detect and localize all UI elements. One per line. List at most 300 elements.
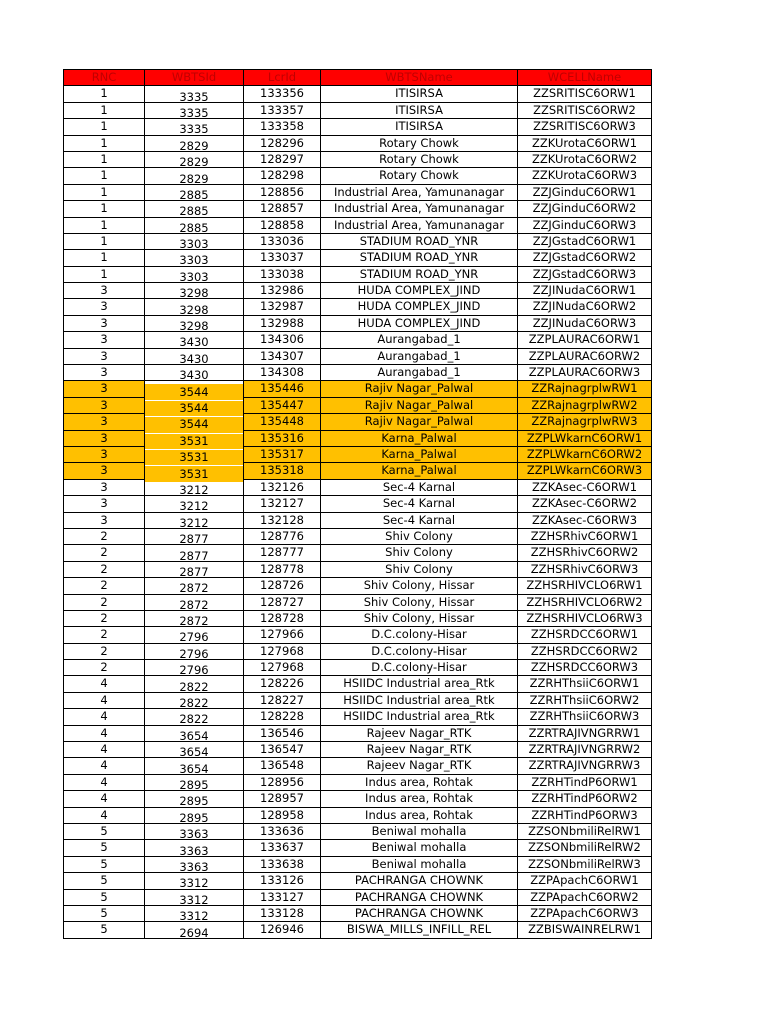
cell-lcrid[interactable]: 128858	[244, 217, 321, 233]
cell-wcellname[interactable]: ZZRajnagrplwRW1	[518, 381, 652, 397]
cell-lcrid[interactable]: 135446	[244, 381, 321, 397]
cell-wbtsname[interactable]: Rajiv Nagar_Palwal	[321, 397, 518, 413]
cell-wbtsname[interactable]: Indus area, Rohtak	[321, 807, 518, 823]
cell-rnc[interactable]: 5	[64, 922, 145, 938]
cell-wcellname[interactable]: ZZHSRHIVCLO6RW3	[518, 610, 652, 626]
cell-wbtsname[interactable]: ITISIRSA	[321, 102, 518, 118]
cell-wbtsname[interactable]: Sec-4 Karnal	[321, 512, 518, 528]
cell-wbtsname[interactable]: Rotary Chowk	[321, 135, 518, 151]
cell-wbtsid[interactable]: 2895	[145, 794, 244, 810]
cell-wbtsname[interactable]: ITISIRSA	[321, 119, 518, 135]
cell-wbtsname[interactable]: D.C.colony-Hisar	[321, 660, 518, 676]
cell-rnc[interactable]: 2	[64, 610, 145, 626]
cell-lcrid[interactable]: 133036	[244, 233, 321, 249]
cell-lcrid[interactable]: 134307	[244, 348, 321, 364]
cell-lcrid[interactable]: 135447	[244, 397, 321, 413]
cell-lcrid[interactable]: 127966	[244, 627, 321, 643]
cell-wbtsid[interactable]: 3363	[145, 826, 244, 842]
cell-rnc[interactable]: 5	[64, 873, 145, 889]
cell-wbtsid[interactable]: 2872	[145, 613, 244, 629]
cell-lcrid[interactable]: 127968	[244, 660, 321, 676]
cell-rnc[interactable]: 5	[64, 889, 145, 905]
cell-rnc[interactable]: 3	[64, 463, 145, 479]
cell-lcrid[interactable]: 128728	[244, 610, 321, 626]
cell-rnc[interactable]: 3	[64, 315, 145, 331]
table-row[interactable]	[64, 283, 652, 299]
cell-rnc[interactable]: 3	[64, 496, 145, 512]
table-row[interactable]	[64, 840, 652, 856]
cell-wcellname[interactable]: ZZJGstadC6ORW3	[518, 266, 652, 282]
cell-rnc[interactable]: 1	[64, 184, 145, 200]
cell-rnc[interactable]: 3	[64, 397, 145, 413]
table-row[interactable]	[64, 823, 652, 839]
cell-wbtsid[interactable]: 2796	[145, 663, 244, 679]
cell-wbtsid[interactable]: 3544	[145, 400, 244, 416]
cell-lcrid[interactable]: 135317	[244, 446, 321, 462]
cell-wcellname[interactable]: ZZRTRAJIVNGRRW1	[518, 725, 652, 741]
cell-wbtsid[interactable]: 3363	[145, 843, 244, 859]
cell-wbtsid[interactable]: 3312	[145, 876, 244, 892]
cell-rnc[interactable]: 4	[64, 774, 145, 790]
header-wbtsname[interactable]: WBTSName	[321, 70, 518, 86]
cell-wcellname[interactable]: ZZRHThsiiC6ORW2	[518, 692, 652, 708]
cell-wbtsname[interactable]: Sec-4 Karnal	[321, 496, 518, 512]
cell-wbtsid[interactable]: 3312	[145, 892, 244, 908]
cell-rnc[interactable]: 4	[64, 725, 145, 741]
cell-wcellname[interactable]: ZZKUrotaC6ORW3	[518, 168, 652, 184]
cell-wbtsname[interactable]: PACHRANGA CHOWNK	[321, 889, 518, 905]
cell-wcellname[interactable]: ZZHSRHIVCLO6RW2	[518, 594, 652, 610]
table-row[interactable]	[64, 315, 652, 331]
table-row[interactable]	[64, 856, 652, 872]
table-row[interactable]	[64, 135, 652, 151]
cell-wcellname[interactable]: ZZSRITISC6ORW3	[518, 119, 652, 135]
table-row[interactable]	[64, 184, 652, 200]
cell-rnc[interactable]: 3	[64, 430, 145, 446]
cell-wbtsname[interactable]: Industrial Area, Yamunanagar	[321, 201, 518, 217]
cell-rnc[interactable]: 3	[64, 446, 145, 462]
table-row[interactable]	[64, 479, 652, 495]
cell-rnc[interactable]: 2	[64, 594, 145, 610]
cell-wcellname[interactable]: ZZPLWkarnC6ORW2	[518, 446, 652, 462]
cell-wbtsname[interactable]: HUDA COMPLEX_JIND	[321, 299, 518, 315]
table-row[interactable]	[64, 545, 652, 561]
cell-wcellname[interactable]: ZZPLAURAC6ORW2	[518, 348, 652, 364]
cell-lcrid[interactable]: 134306	[244, 332, 321, 348]
table-row[interactable]	[64, 266, 652, 282]
table-row[interactable]	[64, 86, 652, 102]
cell-wcellname[interactable]: ZZJGinduC6ORW2	[518, 201, 652, 217]
table-row[interactable]	[64, 102, 652, 118]
cell-wcellname[interactable]: ZZPApachC6ORW3	[518, 905, 652, 921]
cell-wbtsid[interactable]: 2895	[145, 810, 244, 826]
cell-lcrid[interactable]: 133356	[244, 86, 321, 102]
cell-wcellname[interactable]: ZZJINudaC6ORW2	[518, 299, 652, 315]
table-row[interactable]	[64, 365, 652, 381]
cell-wbtsid[interactable]: 2822	[145, 712, 244, 728]
cell-rnc[interactable]: 1	[64, 168, 145, 184]
cell-wcellname[interactable]: ZZRHThsiiC6ORW3	[518, 709, 652, 725]
cell-rnc[interactable]: 2	[64, 627, 145, 643]
cell-wbtsname[interactable]: Rajeev Nagar_RTK	[321, 758, 518, 774]
cell-lcrid[interactable]: 128956	[244, 774, 321, 790]
cell-rnc[interactable]: 2	[64, 643, 145, 659]
cell-lcrid[interactable]: 128227	[244, 692, 321, 708]
cell-lcrid[interactable]: 132127	[244, 496, 321, 512]
cell-lcrid[interactable]: 135318	[244, 463, 321, 479]
cell-lcrid[interactable]: 132128	[244, 512, 321, 528]
cell-wcellname[interactable]: ZZSONbmiliRelRW2	[518, 840, 652, 856]
cell-wcellname[interactable]: ZZJGstadC6ORW2	[518, 250, 652, 266]
cell-wbtsname[interactable]: Shiv Colony, Hissar	[321, 578, 518, 594]
table-row[interactable]	[64, 922, 652, 938]
cell-wbtsname[interactable]: Indus area, Rohtak	[321, 774, 518, 790]
cell-lcrid[interactable]: 128958	[244, 807, 321, 823]
cell-wbtsname[interactable]: Shiv Colony	[321, 561, 518, 577]
cell-wbtsid[interactable]: 3212	[145, 482, 244, 498]
table-row[interactable]	[64, 397, 652, 413]
cell-wbtsid[interactable]: 3335	[145, 122, 244, 138]
cell-lcrid[interactable]: 133636	[244, 823, 321, 839]
cell-wbtsid[interactable]: 3654	[145, 745, 244, 761]
cell-wbtsid[interactable]: 2895	[145, 777, 244, 793]
cell-wbtsname[interactable]: Rotary Chowk	[321, 168, 518, 184]
cell-lcrid[interactable]: 133128	[244, 905, 321, 921]
cell-wcellname[interactable]: ZZRajnagrplwRW2	[518, 397, 652, 413]
cell-wbtsname[interactable]: Sec-4 Karnal	[321, 479, 518, 495]
cell-lcrid[interactable]: 128727	[244, 594, 321, 610]
cell-wcellname[interactable]: ZZRajnagrplwRW3	[518, 414, 652, 430]
cell-lcrid[interactable]: 132988	[244, 315, 321, 331]
cell-lcrid[interactable]: 128726	[244, 578, 321, 594]
table-row[interactable]	[64, 414, 652, 430]
cell-wcellname[interactable]: ZZPLAURAC6ORW1	[518, 332, 652, 348]
cell-lcrid[interactable]: 128297	[244, 151, 321, 167]
cell-wbtsid[interactable]: 2885	[145, 204, 244, 220]
table-row[interactable]	[64, 627, 652, 643]
cell-rnc[interactable]: 1	[64, 217, 145, 233]
table-row[interactable]	[64, 774, 652, 790]
cell-wbtsname[interactable]: Beniwal mohalla	[321, 823, 518, 839]
cell-lcrid[interactable]: 133357	[244, 102, 321, 118]
cell-rnc[interactable]: 1	[64, 135, 145, 151]
cell-lcrid[interactable]: 128228	[244, 709, 321, 725]
cell-wbtsid[interactable]: 3430	[145, 368, 244, 384]
cell-wbtsname[interactable]: STADIUM ROAD_YNR	[321, 266, 518, 282]
table-row[interactable]	[64, 905, 652, 921]
table-row[interactable]	[64, 807, 652, 823]
cell-lcrid[interactable]: 128957	[244, 791, 321, 807]
header-wcellname[interactable]: WCELLName	[518, 70, 652, 86]
cell-wcellname[interactable]: ZZKUrotaC6ORW1	[518, 135, 652, 151]
table-row[interactable]	[64, 381, 652, 397]
cell-wcellname[interactable]: ZZKAsec-C6ORW3	[518, 512, 652, 528]
table-row[interactable]	[64, 512, 652, 528]
cell-wbtsname[interactable]: Shiv Colony, Hissar	[321, 594, 518, 610]
cell-wcellname[interactable]: ZZRHTindP6ORW2	[518, 791, 652, 807]
cell-wbtsid[interactable]: 3531	[145, 449, 244, 465]
cell-rnc[interactable]: 3	[64, 512, 145, 528]
table-row[interactable]	[64, 201, 652, 217]
cell-rnc[interactable]: 1	[64, 266, 145, 282]
cell-wbtsid[interactable]: 2796	[145, 630, 244, 646]
cell-rnc[interactable]: 2	[64, 545, 145, 561]
table-row[interactable]	[64, 528, 652, 544]
cell-wcellname[interactable]: ZZRHTindP6ORW3	[518, 807, 652, 823]
cell-rnc[interactable]: 3	[64, 332, 145, 348]
cell-wbtsid[interactable]: 2877	[145, 564, 244, 580]
cell-lcrid[interactable]: 135448	[244, 414, 321, 430]
cell-rnc[interactable]: 1	[64, 102, 145, 118]
cell-wbtsname[interactable]: D.C.colony-Hisar	[321, 627, 518, 643]
cell-rnc[interactable]: 3	[64, 365, 145, 381]
table-row[interactable]	[64, 250, 652, 266]
cell-lcrid[interactable]: 133638	[244, 856, 321, 872]
cell-wbtsname[interactable]: Indus area, Rohtak	[321, 791, 518, 807]
table-row[interactable]	[64, 561, 652, 577]
header-rnc[interactable]: RNC	[64, 70, 145, 86]
cell-wbtsname[interactable]: Shiv Colony	[321, 545, 518, 561]
table-row[interactable]	[64, 709, 652, 725]
cell-wbtsname[interactable]: STADIUM ROAD_YNR	[321, 250, 518, 266]
cell-wbtsid[interactable]: 2829	[145, 138, 244, 154]
cell-wbtsname[interactable]: Karna_Palwal	[321, 430, 518, 446]
cell-lcrid[interactable]: 133127	[244, 889, 321, 905]
table-row[interactable]	[64, 119, 652, 135]
cell-rnc[interactable]: 1	[64, 86, 145, 102]
cell-lcrid[interactable]: 136548	[244, 758, 321, 774]
cell-wbtsid[interactable]: 2877	[145, 548, 244, 564]
cell-wbtsid[interactable]: 3303	[145, 269, 244, 285]
cell-wbtsid[interactable]: 3654	[145, 761, 244, 777]
table-row[interactable]	[64, 578, 652, 594]
table-row[interactable]	[64, 299, 652, 315]
cell-wbtsname[interactable]: D.C.colony-Hisar	[321, 643, 518, 659]
cell-lcrid[interactable]: 133037	[244, 250, 321, 266]
cell-wbtsname[interactable]: STADIUM ROAD_YNR	[321, 233, 518, 249]
table-row[interactable]	[64, 348, 652, 364]
cell-rnc[interactable]: 2	[64, 660, 145, 676]
cell-wbtsname[interactable]: BISWA_MILLS_INFILL_REL	[321, 922, 518, 938]
cell-wbtsid[interactable]: 2822	[145, 695, 244, 711]
table-row[interactable]	[64, 233, 652, 249]
cell-wcellname[interactable]: ZZHSRhivC6ORW2	[518, 545, 652, 561]
cell-wbtsid[interactable]: 3303	[145, 236, 244, 252]
cell-wcellname[interactable]: ZZPLWkarnC6ORW3	[518, 463, 652, 479]
cell-rnc[interactable]: 4	[64, 791, 145, 807]
cell-rnc[interactable]: 3	[64, 348, 145, 364]
cell-lcrid[interactable]: 128777	[244, 545, 321, 561]
table-row[interactable]	[64, 151, 652, 167]
cell-wcellname[interactable]: ZZPLAURAC6ORW3	[518, 365, 652, 381]
cell-wbtsname[interactable]: HUDA COMPLEX_JIND	[321, 283, 518, 299]
cell-lcrid[interactable]: 136547	[244, 742, 321, 758]
cell-wbtsname[interactable]: Industrial Area, Yamunanagar	[321, 217, 518, 233]
table-row[interactable]	[64, 889, 652, 905]
cell-wbtsid[interactable]: 2829	[145, 154, 244, 170]
header-lcrid[interactable]: LcrId	[244, 70, 321, 86]
cell-wbtsid[interactable]: 2872	[145, 581, 244, 597]
cell-wbtsid[interactable]: 3312	[145, 908, 244, 924]
cell-rnc[interactable]: 2	[64, 561, 145, 577]
cell-wbtsid[interactable]: 3335	[145, 89, 244, 105]
cell-wbtsname[interactable]: HSIIDC Industrial area_Rtk	[321, 676, 518, 692]
table-row[interactable]	[64, 758, 652, 774]
cell-wbtsid[interactable]: 2885	[145, 220, 244, 236]
cell-wcellname[interactable]: ZZKUrotaC6ORW2	[518, 151, 652, 167]
header-wbtsid[interactable]: WBTSId	[145, 70, 244, 86]
cell-rnc[interactable]: 1	[64, 250, 145, 266]
cell-lcrid[interactable]: 128778	[244, 561, 321, 577]
cell-rnc[interactable]: 1	[64, 151, 145, 167]
cell-wcellname[interactable]: ZZJGinduC6ORW1	[518, 184, 652, 200]
cell-lcrid[interactable]: 127968	[244, 643, 321, 659]
cell-lcrid[interactable]: 128857	[244, 201, 321, 217]
cell-wbtsid[interactable]: 2822	[145, 679, 244, 695]
cell-rnc[interactable]: 3	[64, 283, 145, 299]
cell-wbtsid[interactable]: 3298	[145, 302, 244, 318]
cell-wbtsname[interactable]: Karna_Palwal	[321, 446, 518, 462]
table-row[interactable]	[64, 430, 652, 446]
cell-rnc[interactable]: 3	[64, 299, 145, 315]
cell-rnc[interactable]: 5	[64, 823, 145, 839]
cell-wbtsname[interactable]: Shiv Colony	[321, 528, 518, 544]
cell-wcellname[interactable]: ZZJGinduC6ORW3	[518, 217, 652, 233]
cell-lcrid[interactable]: 128856	[244, 184, 321, 200]
cell-lcrid[interactable]: 132987	[244, 299, 321, 315]
table-row[interactable]	[64, 463, 652, 479]
cell-wcellname[interactable]: ZZHSRDCC6ORW3	[518, 660, 652, 676]
table-row[interactable]	[64, 496, 652, 512]
cell-lcrid[interactable]: 136546	[244, 725, 321, 741]
table-row[interactable]	[64, 676, 652, 692]
cell-wbtsid[interactable]: 3212	[145, 499, 244, 515]
cell-wbtsname[interactable]: Aurangabad_1	[321, 348, 518, 364]
cell-wcellname[interactable]: ZZSONbmiliRelRW3	[518, 856, 652, 872]
cell-wbtsid[interactable]: 3298	[145, 286, 244, 302]
cell-wcellname[interactable]: ZZKAsec-C6ORW2	[518, 496, 652, 512]
cell-wbtsid[interactable]: 3544	[145, 417, 244, 433]
cell-wbtsname[interactable]: PACHRANGA CHOWNK	[321, 905, 518, 921]
table-row[interactable]	[64, 692, 652, 708]
cell-wcellname[interactable]: ZZSRITISC6ORW2	[518, 102, 652, 118]
cell-wcellname[interactable]: ZZHSRhivC6ORW1	[518, 528, 652, 544]
cell-rnc[interactable]: 4	[64, 692, 145, 708]
cell-lcrid[interactable]: 133038	[244, 266, 321, 282]
cell-wbtsname[interactable]: Industrial Area, Yamunanagar	[321, 184, 518, 200]
cell-wcellname[interactable]: ZZRHTindP6ORW1	[518, 774, 652, 790]
cell-wbtsname[interactable]: Rajiv Nagar_Palwal	[321, 381, 518, 397]
cell-wbtsname[interactable]: Beniwal mohalla	[321, 840, 518, 856]
cell-wcellname[interactable]: ZZJINudaC6ORW1	[518, 283, 652, 299]
cell-rnc[interactable]: 3	[64, 479, 145, 495]
cell-lcrid[interactable]: 128776	[244, 528, 321, 544]
cell-wbtsid[interactable]: 3531	[145, 433, 244, 449]
cell-rnc[interactable]: 1	[64, 119, 145, 135]
cell-wbtsname[interactable]: Aurangabad_1	[321, 365, 518, 381]
cell-wbtsname[interactable]: HSIIDC Industrial area_Rtk	[321, 709, 518, 725]
cell-wbtsid[interactable]: 3430	[145, 335, 244, 351]
table-row[interactable]	[64, 643, 652, 659]
cell-rnc[interactable]: 2	[64, 528, 145, 544]
cell-wcellname[interactable]: ZZJINudaC6ORW3	[518, 315, 652, 331]
cell-wbtsname[interactable]: PACHRANGA CHOWNK	[321, 873, 518, 889]
cell-wcellname[interactable]: ZZPLWkarnC6ORW1	[518, 430, 652, 446]
cell-wbtsid[interactable]: 2877	[145, 531, 244, 547]
cell-rnc[interactable]: 3	[64, 381, 145, 397]
cell-wcellname[interactable]: ZZHSRDCC6ORW2	[518, 643, 652, 659]
cell-rnc[interactable]: 3	[64, 414, 145, 430]
cell-rnc[interactable]: 5	[64, 840, 145, 856]
cell-wbtsname[interactable]: Aurangabad_1	[321, 332, 518, 348]
table-row[interactable]	[64, 594, 652, 610]
cell-rnc[interactable]: 5	[64, 856, 145, 872]
cell-rnc[interactable]: 1	[64, 201, 145, 217]
table-row[interactable]	[64, 610, 652, 626]
cell-wbtsname[interactable]: HSIIDC Industrial area_Rtk	[321, 692, 518, 708]
cell-wbtsname[interactable]: Shiv Colony, Hissar	[321, 610, 518, 626]
cell-lcrid[interactable]: 128296	[244, 135, 321, 151]
cell-rnc[interactable]: 5	[64, 905, 145, 921]
cell-rnc[interactable]: 4	[64, 758, 145, 774]
cell-lcrid[interactable]: 135316	[244, 430, 321, 446]
cell-wbtsname[interactable]: Karna_Palwal	[321, 463, 518, 479]
cell-lcrid[interactable]: 133637	[244, 840, 321, 856]
cell-lcrid[interactable]: 132986	[244, 283, 321, 299]
cell-wcellname[interactable]: ZZJGstadC6ORW1	[518, 233, 652, 249]
table-row[interactable]	[64, 725, 652, 741]
cell-wbtsid[interactable]: 3363	[145, 859, 244, 875]
cell-wcellname[interactable]: ZZHSRDCC6ORW1	[518, 627, 652, 643]
cell-wcellname[interactable]: ZZHSRHIVCLO6RW1	[518, 578, 652, 594]
cell-wbtsid[interactable]: 3298	[145, 318, 244, 334]
cell-wbtsid[interactable]: 3430	[145, 351, 244, 367]
cell-wbtsid[interactable]: 2796	[145, 646, 244, 662]
cell-wbtsid[interactable]: 3544	[145, 384, 244, 400]
cell-wcellname[interactable]: ZZKAsec-C6ORW1	[518, 479, 652, 495]
cell-wbtsid[interactable]: 3531	[145, 466, 244, 482]
cell-wcellname[interactable]: ZZSONbmiliRelRW1	[518, 823, 652, 839]
cell-wbtsid[interactable]: 3212	[145, 515, 244, 531]
cell-rnc[interactable]: 2	[64, 578, 145, 594]
cell-wbtsname[interactable]: Rajeev Nagar_RTK	[321, 725, 518, 741]
cell-wbtsid[interactable]: 2885	[145, 187, 244, 203]
cell-wbtsid[interactable]: 2872	[145, 597, 244, 613]
cell-wcellname[interactable]: ZZRTRAJIVNGRRW2	[518, 742, 652, 758]
cell-lcrid[interactable]: 132126	[244, 479, 321, 495]
cell-wcellname[interactable]: ZZPApachC6ORW1	[518, 873, 652, 889]
cell-wcellname[interactable]: ZZSRITISC6ORW1	[518, 86, 652, 102]
cell-wbtsname[interactable]: Beniwal mohalla	[321, 856, 518, 872]
cell-lcrid[interactable]: 128298	[244, 168, 321, 184]
table-row[interactable]	[64, 660, 652, 676]
table-row[interactable]	[64, 791, 652, 807]
cell-lcrid[interactable]: 133358	[244, 119, 321, 135]
cell-wbtsname[interactable]: HUDA COMPLEX_JIND	[321, 315, 518, 331]
cell-wcellname[interactable]: ZZPApachC6ORW2	[518, 889, 652, 905]
table-row[interactable]	[64, 873, 652, 889]
cell-wbtsid[interactable]: 2694	[145, 925, 244, 941]
cell-wbtsname[interactable]: Rajeev Nagar_RTK	[321, 742, 518, 758]
cell-lcrid[interactable]: 128226	[244, 676, 321, 692]
cell-wbtsid[interactable]: 2829	[145, 171, 244, 187]
cell-wbtsname[interactable]: Rotary Chowk	[321, 151, 518, 167]
table-row[interactable]	[64, 332, 652, 348]
cell-rnc[interactable]: 1	[64, 233, 145, 249]
cell-lcrid[interactable]: 126946	[244, 922, 321, 938]
cell-rnc[interactable]: 4	[64, 676, 145, 692]
table-row[interactable]	[64, 742, 652, 758]
